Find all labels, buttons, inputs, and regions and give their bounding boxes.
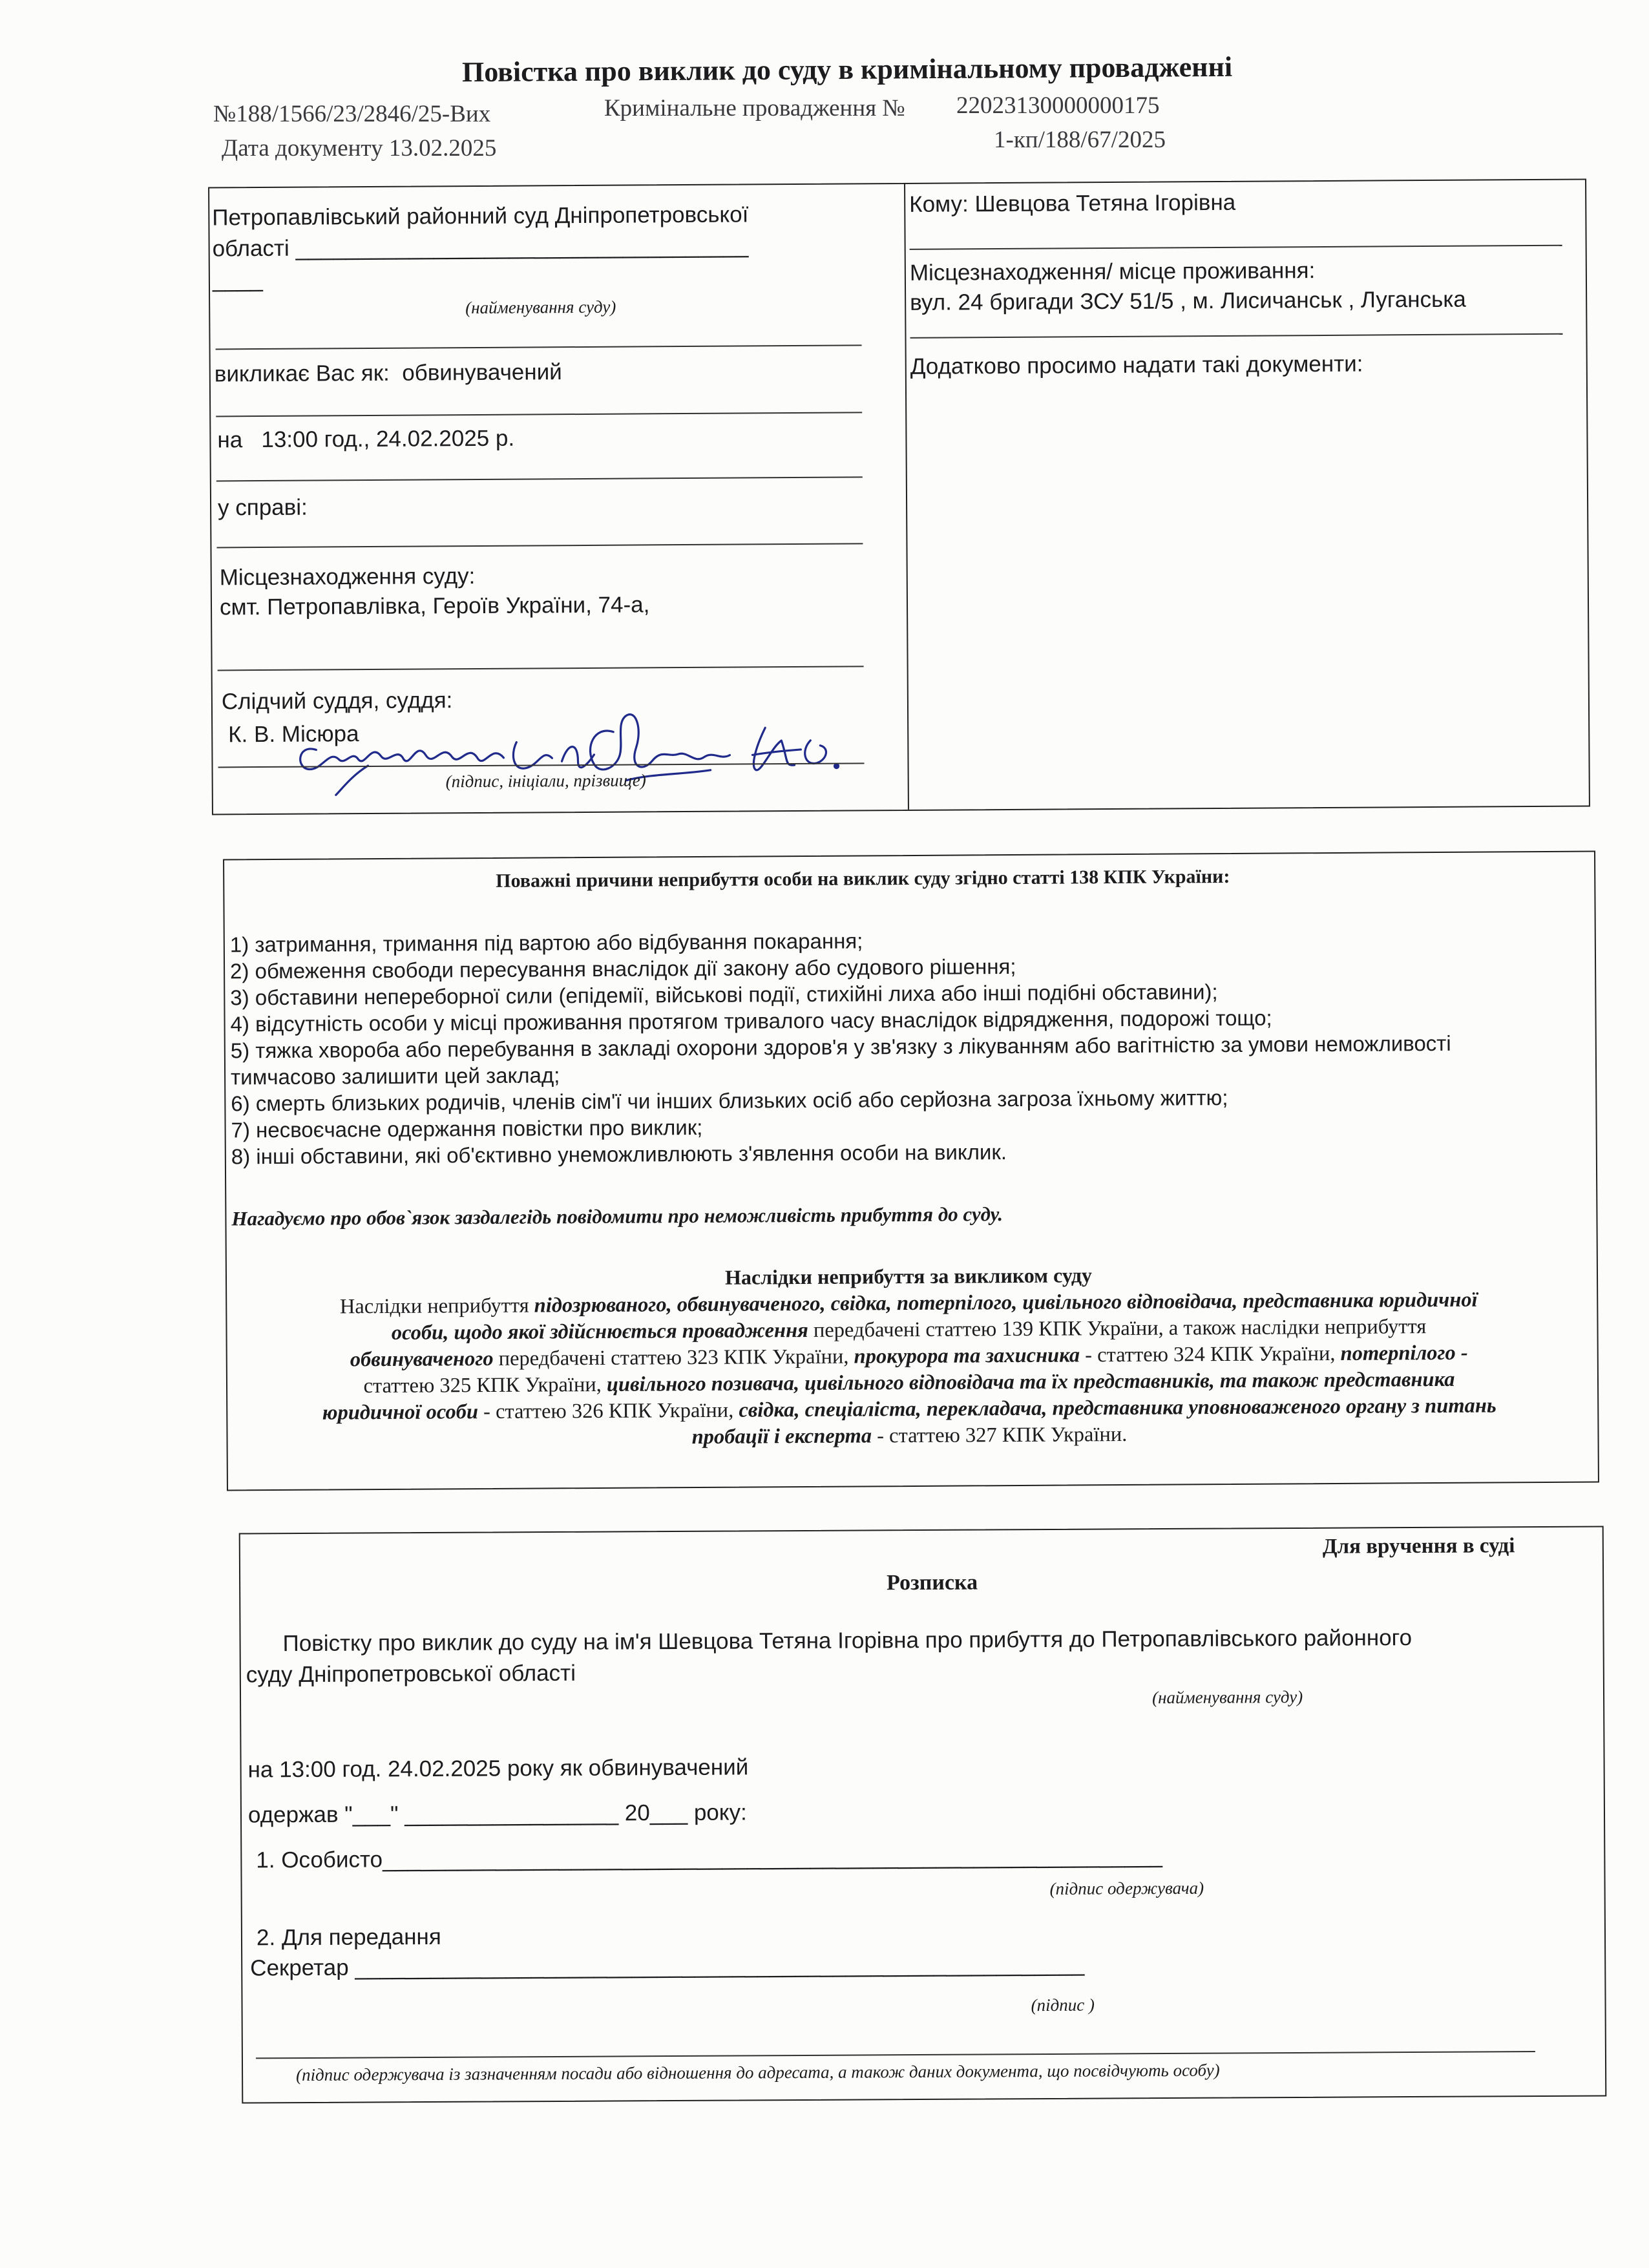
consequences-line: статтею 325 КПК України, цивільного позивача, цивільного відповідача та їх представників, та також представника <box>363 1367 1455 1398</box>
recipient-details-line <box>256 2051 1535 2059</box>
receipt-text: Повістку про виклик до суду на ім'я Шевцова Тетяна Ігорівна про прибуття до Петропавлівського районного <box>282 1625 1413 1657</box>
consequences-title: Наслідки неприбуття за викликом суду <box>724 1263 1093 1289</box>
consequences-line: особи, щодо якої здійснюється провадження передбачені статтею 139 КПК України, а також наслідки неприбуття <box>391 1315 1427 1345</box>
for-court-label: Для вручення в суді <box>1322 1534 1515 1559</box>
court-name: Петропавлівський районний суд Дніпропетровської області ____________________________________ ____ <box>212 202 749 293</box>
list-item: 5) тяжка хвороба або перебування в закладі охорони здоров'я у зв'язку з лікуванням або вагітністю за умови неможливості <box>230 1031 1451 1063</box>
personal-signature-line: 1. Особисто______________________________________________________________ <box>256 1843 1162 1873</box>
document-number: №188/1566/23/2846/25-Вих <box>213 101 491 127</box>
summoned-as: викликає Вас як: обвинувачений <box>214 359 562 387</box>
separator-line <box>216 344 862 350</box>
consequences-line: пробації і експерта - статтею 327 КПК України. <box>691 1422 1128 1449</box>
judge-label: Слідчий суддя, суддя: <box>221 688 453 715</box>
list-item: 1) затримання, тримання під вартою або відбування покарання; <box>229 929 863 957</box>
page-title: Повістка про виклик до суду в кримінальному провадженні <box>461 50 1233 89</box>
list-item: тимчасово залишити цей заклад; <box>230 1063 560 1089</box>
reminder-text: Нагадуємо про обов`язок заздалегідь повідомити про неможливість прибуття до суду. <box>231 1202 1003 1230</box>
list-item: 7) несвоєчасне одержання повістки про виклик; <box>231 1115 703 1142</box>
list-item: 2) обмеження свободи пересування внаслідок дії закону або судового рішення; <box>229 954 1016 983</box>
signature-caption: (підпис ) <box>1031 1995 1095 2015</box>
column-divider <box>904 184 909 810</box>
consequences-line: обвинуваченого передбачені статтею 323 КПК України, прокурора та захисника - статтею 324 КПК України, потерпілого - <box>350 1341 1468 1372</box>
summons-box <box>208 178 1590 815</box>
case-number: 22023130000000175 <box>956 92 1160 119</box>
handover-label: 2. Для передання <box>256 1924 441 1951</box>
reasons-list <box>230 924 1452 1170</box>
receipt-title: Розписка <box>887 1570 978 1595</box>
case-field: у справі: <box>217 494 308 521</box>
judge-name: К. В. Місюра <box>228 721 359 748</box>
appearance-time: на 13:00 год., 24.02.2025 р. <box>217 425 515 453</box>
separator-line <box>216 476 863 481</box>
recipient-signature-caption: (підпис одержувача) <box>1049 1878 1204 1898</box>
received-line: одержав "___" _________________ 20___ року: <box>247 1800 747 1828</box>
receipt-box <box>239 1526 1607 2103</box>
separator-line <box>216 543 863 548</box>
list-item: 3) обставини непереборної сили (епідемії, військові події, стихійні лиха або інші подібні обставини); <box>230 980 1218 1010</box>
document-date: Дата документу 13.02.2025 <box>222 135 497 162</box>
secretary-signature-line: Секретар __________________________________________________________ <box>250 1951 1085 1981</box>
recipient-residence: Місцезнаходження/ місце проживання: вул. 24 бригади ЗСУ 51/5 , м. Лисичанськ , Луганська <box>909 258 1466 315</box>
appearance-line: на 13:00 год. 24.02.2025 року як обвинувачений <box>247 1754 749 1783</box>
consequences-line: юридичної особи - статтею 326 КПК України, свідка, спеціаліста, перекладача, представника уповноваженого органу з питань <box>322 1394 1497 1425</box>
receipt-text: суду Дніпропетровської області <box>246 1660 576 1688</box>
recipient-details-caption: (підпис одержувача із зазначенням посади або відношення до адресата, а також даних документа, що посвідчують особу) <box>296 2060 1220 2085</box>
recipient: Кому: Шевцова Тетяна Ігорівна <box>909 189 1236 217</box>
reasons-title: Поважні причини неприбуття особи на виклик суду згідно статті 138 КПК України: <box>496 865 1230 892</box>
signature-caption: (підпис, ініціали, прізвище) <box>445 770 646 792</box>
list-item: 6) смерть близьких родичів, членів сім'ї чи інших близьких осіб або серйозна загроза їхньому життю; <box>231 1086 1228 1116</box>
list-item: 8) інші обставини, які об'єктивно унеможливлюють з'явлення особи на виклик. <box>231 1140 1007 1169</box>
case-sub-number: 1-кп/188/67/2025 <box>994 127 1166 153</box>
list-item: 4) відсутність особи у місці проживання протягом тривалого часу внаслідок відрядження, подорожі тощо; <box>230 1005 1272 1036</box>
separator-line <box>910 245 1562 250</box>
separator-line <box>910 333 1562 339</box>
reasons-box <box>223 851 1599 1491</box>
court-name-caption: (найменування суду) <box>465 297 616 318</box>
separator-line <box>218 666 864 671</box>
case-label: Кримінальне провадження № <box>604 95 905 121</box>
separator-line <box>216 412 862 417</box>
court-name-caption: (найменування суду) <box>1151 1686 1303 1708</box>
documents-request: Додатково просимо надати такі документи: <box>910 351 1363 379</box>
consequences-line: Наслідки неприбуття підозрюваного, обвинуваченого, свідка, потерпілого, цивільного відповідача, представника юридичної <box>339 1288 1478 1319</box>
court-location: Місцезнаходження суду: смт. Петропавлівка, Героїв України, 74-а, <box>219 563 650 620</box>
